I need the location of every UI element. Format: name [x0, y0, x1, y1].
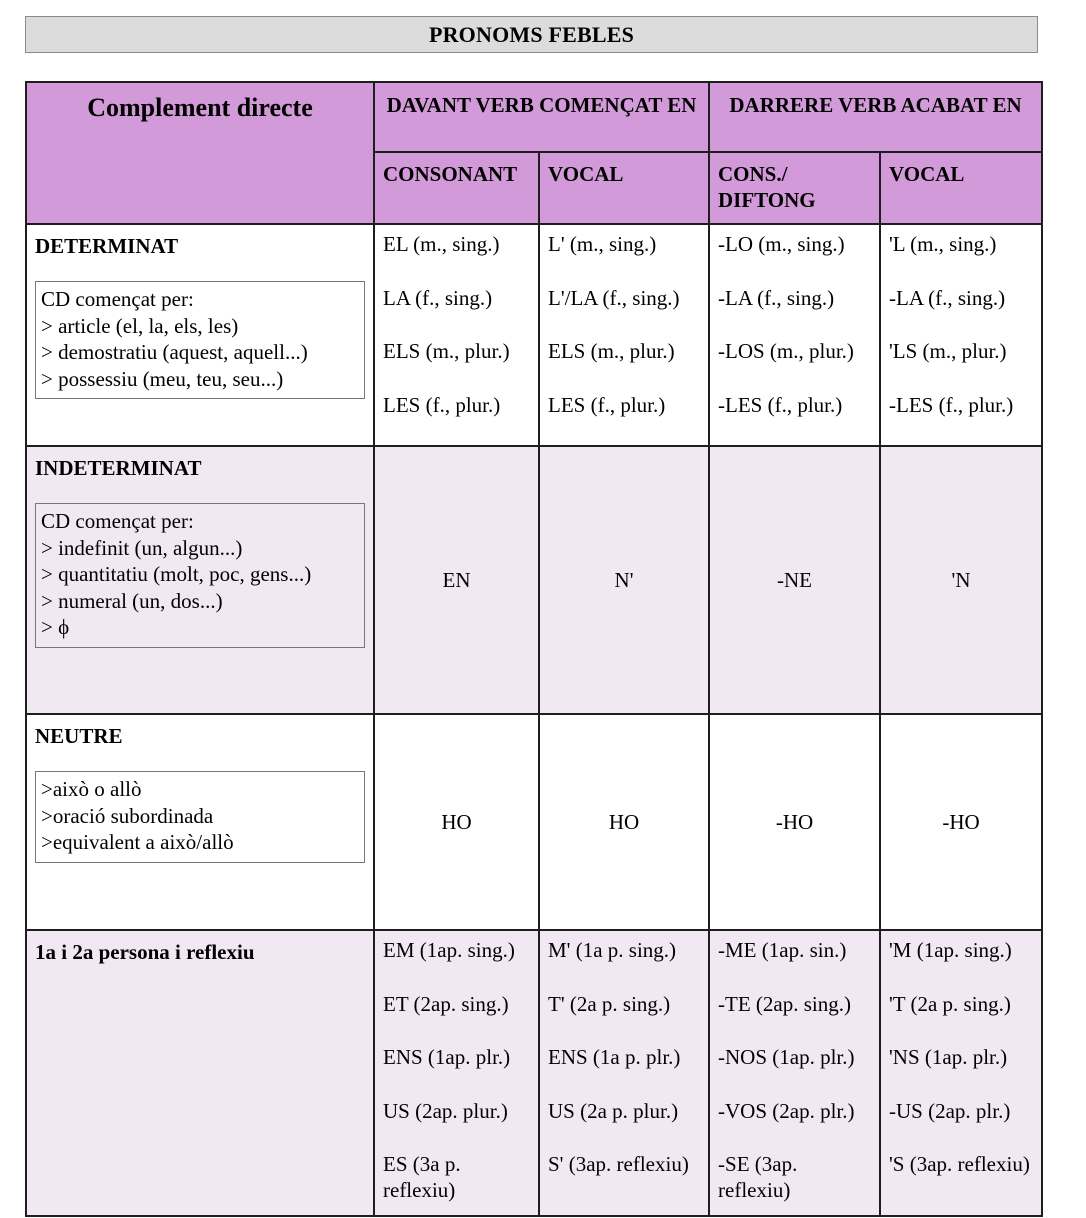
- pronoun-form: -ME (1ap. sin.): [718, 938, 847, 962]
- pronoun-form: ELS (m., plur.): [548, 339, 675, 363]
- cd-line: > possessiu (meu, teu, seu...): [41, 366, 284, 391]
- header-complement-directe: [26, 82, 374, 224]
- pronoun-form: -LA (f., sing.): [889, 285, 1006, 310]
- category-title: NEUTRE: [35, 724, 123, 748]
- pronoun-form: 'NS (1ap. plr.): [889, 1045, 1008, 1069]
- cd-description-box: [35, 281, 365, 399]
- cd-line: > ϕ: [41, 615, 70, 639]
- pronoun-form: -LES (f., plur.): [718, 392, 843, 417]
- header-vocal-before: [539, 152, 709, 224]
- pronoun-form: 'M (1ap. sing.): [889, 938, 1012, 962]
- pronouns-table: [25, 81, 1043, 1217]
- pronoun-form: -SE (3ap. reflexiu): [718, 1152, 798, 1202]
- cd-line: >oració subordinada: [41, 803, 214, 828]
- cell-vocal-before: N': [539, 446, 709, 714]
- header-main-label: Complement directe: [87, 93, 313, 122]
- pronoun-form: ELS (m., plur.): [383, 339, 510, 363]
- cd-line: > numeral (un, dos...): [41, 588, 223, 613]
- pronoun-form: -LES (f., plur.): [889, 392, 1014, 417]
- pronoun-form: -TE (2ap. sing.): [718, 991, 851, 1016]
- pronoun-form: -VOS (2ap. plr.): [718, 1098, 855, 1123]
- cd-line: >equivalent a això/allò: [41, 830, 234, 854]
- category-title: INDETERMINAT: [35, 456, 202, 480]
- category-title: DETERMINAT: [35, 234, 179, 258]
- pronoun-form: 'L (m., sing.): [889, 232, 997, 256]
- cell-vocal-before: [539, 224, 709, 446]
- pronoun-form: LES (f., plur.): [383, 392, 501, 417]
- row-neutre: [26, 714, 1042, 930]
- pronoun-form: ENS (1a p. plr.): [548, 1045, 681, 1069]
- pronoun-form: ENS (1ap. plr.): [383, 1045, 511, 1069]
- cd-line: > demostratiu (aquest, aquell...): [41, 340, 308, 364]
- header-sub-label: CONS./ DIFTONG: [718, 162, 816, 212]
- pronoun-form: T' (2a p. sing.): [548, 991, 671, 1016]
- pronoun-form: EL (m., sing.): [383, 232, 500, 256]
- header-davant-verb: [374, 82, 709, 152]
- pronoun-form: -LA (f., sing.): [718, 285, 835, 310]
- pronoun-form: ET (2ap. sing.): [383, 991, 509, 1016]
- category-determinat: [26, 224, 374, 446]
- header-group-after-label: DARRERE VERB ACABAT EN: [729, 93, 1022, 117]
- header-vocal-after: [880, 152, 1042, 224]
- pronoun-form: US (2a p. plur.): [548, 1098, 679, 1123]
- pronoun-form: L'/LA (f., sing.): [548, 285, 680, 310]
- header-sub-label: VOCAL: [889, 162, 965, 186]
- pronoun-form: LA (f., sing.): [383, 285, 493, 310]
- header-darrere-verb: [709, 82, 1042, 152]
- header-cons-diftong: [709, 152, 880, 224]
- header-group-before-label: DAVANT VERB COMENÇAT EN: [386, 93, 697, 117]
- pronoun-form: US (2ap. plur.): [383, 1098, 508, 1123]
- cd-line: >això o allò: [41, 777, 142, 801]
- category-neutre: [26, 714, 374, 930]
- cell-consonant: [374, 224, 539, 446]
- cell-vocal-after: [880, 930, 1042, 1216]
- header-sub-label: VOCAL: [548, 162, 624, 186]
- category-indeterminat: [26, 446, 374, 714]
- cell-consonant: HO: [374, 714, 539, 930]
- cell-cons-diftong: [709, 930, 880, 1216]
- cell-consonant: [374, 930, 539, 1216]
- pronoun-form: LES (f., plur.): [548, 392, 666, 417]
- cell-vocal-after: [880, 224, 1042, 446]
- cell-cons-diftong: [709, 224, 880, 446]
- category-persona-reflexiu: [26, 930, 374, 1216]
- cd-line: > indefinit (un, algun...): [41, 535, 243, 560]
- pronoun-form: -NOS (1ap. plr.): [718, 1045, 855, 1069]
- category-title: 1a i 2a persona i reflexiu: [35, 940, 255, 964]
- pronoun-form: L' (m., sing.): [548, 232, 657, 256]
- header-sub-label: CONSONANT: [383, 162, 518, 186]
- cd-line: CD començat per:: [41, 509, 194, 533]
- pronoun-form: 'LS (m., plur.): [889, 339, 1007, 363]
- row-indeterminat: [26, 446, 1042, 714]
- pronoun-form: -LO (m., sing.): [718, 232, 845, 256]
- pronoun-form: S' (3ap. reflexiu): [548, 1152, 689, 1176]
- pronoun-form: 'T (2a p. sing.): [889, 991, 1011, 1016]
- cell-cons-diftong: -HO: [709, 714, 880, 930]
- row-persona-reflexiu: [26, 930, 1042, 1216]
- cd-description-box: [35, 503, 365, 648]
- cd-line: > article (el, la, els, les): [41, 313, 239, 338]
- cell-vocal-before: HO: [539, 714, 709, 930]
- pronoun-form: EM (1ap. sing.): [383, 938, 515, 962]
- cell-vocal-after: 'N: [880, 446, 1042, 714]
- cell-consonant: EN: [374, 446, 539, 714]
- pronoun-form: -LOS (m., plur.): [718, 339, 854, 363]
- pronoun-form: 'S (3ap. reflexiu): [889, 1152, 1030, 1176]
- pronoun-form: M' (1a p. sing.): [548, 938, 677, 962]
- cd-line: > quantitatiu (molt, poc, gens...): [41, 562, 312, 586]
- row-determinat: [26, 224, 1042, 446]
- pronoun-form: -US (2ap. plr.): [889, 1098, 1011, 1123]
- header-consonant: [374, 152, 539, 224]
- cd-description-box: [35, 771, 365, 863]
- cell-vocal-before: [539, 930, 709, 1216]
- pronoun-form: ES (3a p. reflexiu): [383, 1152, 461, 1202]
- page-title: PRONOMS FEBLES: [25, 16, 1038, 53]
- cell-cons-diftong: -NE: [709, 446, 880, 714]
- cd-line: CD començat per:: [41, 287, 194, 311]
- cell-vocal-after: -HO: [880, 714, 1042, 930]
